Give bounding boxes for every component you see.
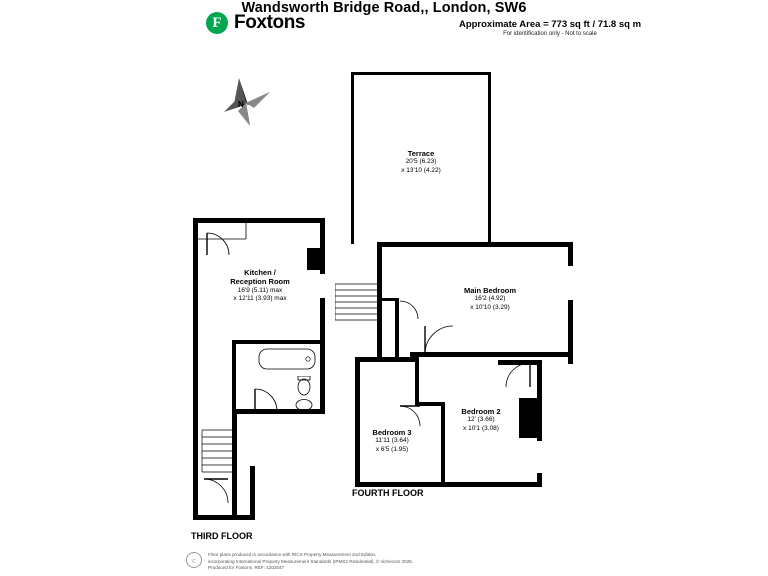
- room-label-terrace: [371, 149, 471, 175]
- window-third-floor-right: [320, 273, 325, 299]
- third-floor-divider-vertical: [232, 340, 236, 410]
- toilet-icon: [296, 376, 312, 396]
- main-bedroom-dim2: x 10'10 (3.29): [470, 303, 510, 311]
- scale-disclaimer-text: For identification only - Not to scale: [503, 31, 597, 37]
- third-floor-divider: [232, 340, 325, 344]
- bedroom3-dim2: x 6'5 (1.95): [375, 445, 409, 453]
- kitchen-dim1: 16'9 (5.11) max: [237, 286, 283, 294]
- kitchen-name-line1: Kitchen /: [244, 268, 276, 277]
- door-third-floor-bottom-icon: [203, 478, 229, 504]
- approximate-area-text: Approximate Area = 773 sq ft / 71.8 sq m: [458, 19, 642, 30]
- compass-north-label: N: [238, 100, 244, 109]
- kitchen-dim2: x 12'11 (3.93) max: [233, 294, 287, 302]
- main-bedroom-dim1: 16'2 (4.92): [474, 295, 506, 303]
- third-floor-wall-bottom: [193, 515, 255, 520]
- page-title: Wandsworth Bridge Road,, London, SW6: [241, 0, 527, 16]
- bedroom2-name: Bedroom 2: [461, 407, 501, 416]
- third-floor-wall-right-lower: [250, 466, 255, 520]
- terrace-dim2: x 13'10 (4.22): [401, 166, 441, 174]
- foxtons-logo-icon: F: [206, 12, 228, 34]
- bedroom2-dim2: x 10'1 (3.08): [463, 424, 499, 432]
- kitchen-name-line2: Reception Room: [230, 277, 290, 287]
- sink-icon: [294, 398, 314, 412]
- bedroom3-name: Bedroom 3: [372, 428, 412, 437]
- room-label-kitchen-reception: [208, 268, 312, 303]
- main-bedroom-name: Main Bedroom: [463, 286, 517, 295]
- room-label-bedroom3: [350, 428, 434, 454]
- footer-line-3: Produced for Foxtons. REF: 1202547: [208, 565, 285, 571]
- footer-disclaimer: [186, 552, 413, 572]
- door-bathroom-icon: [254, 388, 278, 412]
- terrace-name: Terrace: [407, 149, 435, 158]
- door-third-floor-top-icon: [206, 232, 230, 256]
- footer-line-1: Floor plans produced in accordance with RICS Property Measurement 2nd Edition,: [208, 552, 377, 557]
- room-label-bedroom2: [435, 407, 527, 433]
- third-floor-wall-left: [193, 218, 198, 520]
- bedroom2-dim1: 12' (3.66): [467, 416, 495, 424]
- bedroom3-dim1: 11'11 (3.64): [375, 437, 409, 445]
- bathtub-icon: [258, 348, 316, 370]
- terrace-dim1: 20'5 (6.23): [405, 158, 437, 166]
- room-label-main-bedroom: [440, 286, 540, 312]
- floor-label-third: THIRD FLOOR: [191, 531, 253, 541]
- third-floor-chimney: [307, 248, 325, 270]
- copyright-icon: c: [186, 552, 202, 568]
- footer-line-2: incorporating International Property Measurement Standards (IPMS2 Residential). © nichecom 2025.: [208, 558, 414, 564]
- floor-label-fourth: FOURTH FLOOR: [352, 488, 424, 498]
- foxtons-logo-text: Foxtons: [234, 12, 306, 33]
